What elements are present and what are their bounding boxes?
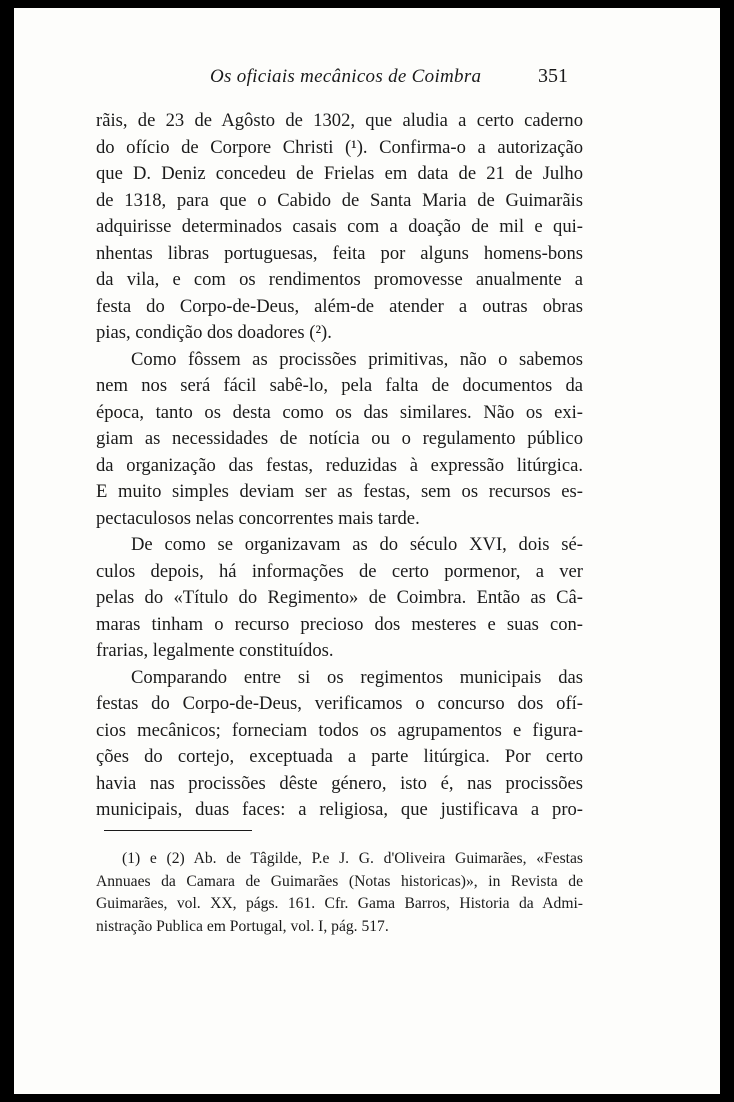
footnote-line: (1) e (2) Ab. de Tâgilde, P.e J. G. d'Oliveira Guimarães, «Festas bbox=[122, 850, 583, 867]
text-line: festa do Corpo-de-Deus, além-de atender a outras obras bbox=[96, 295, 583, 317]
text-line: nem nos será fácil sabê-lo, pela falta de documentos da bbox=[96, 375, 583, 396]
text-line: cios mecânicos; forneciam todos os agrupamentos e figura- bbox=[96, 719, 583, 741]
text-line: época, tanto os desta como os das similares. Não os exi- bbox=[96, 401, 583, 423]
text-line: E muito simples deviam ser as festas, sem os recursos es- bbox=[96, 481, 583, 502]
text-line: pelas do «Título do Regimento» de Coimbra. Então as Câ- bbox=[96, 587, 583, 608]
text-line: giam as necessidades de notícia ou o regulamento público bbox=[96, 428, 583, 449]
text-line: frarias, legalmente constituídos. bbox=[96, 640, 334, 661]
footnote-line: Guimarães, vol. XX, págs. 161. Cfr. Gama Barros, Historia da Admi- bbox=[96, 895, 583, 912]
footnote-line: Annuaes da Camara de Guimarães (Notas historicas)», in Revista de bbox=[96, 872, 583, 890]
text-line: do ofício de Corpore Christi (¹). Confirma-o a autorização bbox=[96, 136, 583, 158]
page-number: 351 bbox=[538, 65, 568, 87]
text-line: adquirisse determinados casais com a doação de mil e qui- bbox=[96, 216, 583, 237]
text-line: da organização das festas, reduzidas à expressão litúrgica. bbox=[96, 454, 583, 476]
text-line: rãis, de 23 de Agôsto de 1302, que aludia a certo caderno bbox=[96, 110, 583, 131]
text-line: Como fôssem as procissões primitivas, não o sabemos bbox=[131, 348, 583, 370]
text-line: havia nas procissões dêste género, isto é, nas procissões bbox=[96, 772, 583, 794]
text-line: de 1318, para que o Cabido de Santa Maria de Guimarãis bbox=[96, 189, 583, 211]
text-line: pectaculosos nelas concorrentes mais tarde. bbox=[96, 507, 420, 529]
text-line: da vila, e com os rendimentos promovesse anualmente a bbox=[96, 269, 583, 290]
footnote-line: nistração Publica em Portugal, vol. I, pág. 517. bbox=[96, 917, 389, 935]
footnotes bbox=[96, 848, 583, 938]
text-line: pias, condição dos doadores (²). bbox=[96, 322, 332, 343]
text-line: maras tinham o recurso precioso dos mesteres e suas con- bbox=[96, 613, 583, 635]
text-line: ções do cortejo, exceptuada a parte litúrgica. Por certo bbox=[96, 746, 583, 767]
text-line: culos depois, há informações de certo pormenor, a ver bbox=[96, 560, 583, 582]
footnote-separator bbox=[104, 830, 252, 831]
running-title: Os oficiais mecânicos de Coimbra bbox=[210, 66, 482, 87]
text-line: nhentas libras portuguesas, feita por alguns homens-bons bbox=[96, 242, 583, 264]
text-line: De como se organizavam as do século XVI, dois sé- bbox=[131, 534, 583, 555]
text-line: Comparando entre si os regimentos municipais das bbox=[131, 666, 583, 688]
text-line: municipais, duas faces: a religiosa, que justificava a pro- bbox=[96, 799, 583, 820]
text-line: festas do Corpo-de-Deus, verificamos o concurso dos ofí- bbox=[96, 693, 583, 714]
body-text bbox=[96, 108, 583, 824]
text-line: que D. Deniz concedeu de Frielas em data de 21 de Julho bbox=[96, 163, 583, 184]
book-page bbox=[14, 8, 720, 1094]
